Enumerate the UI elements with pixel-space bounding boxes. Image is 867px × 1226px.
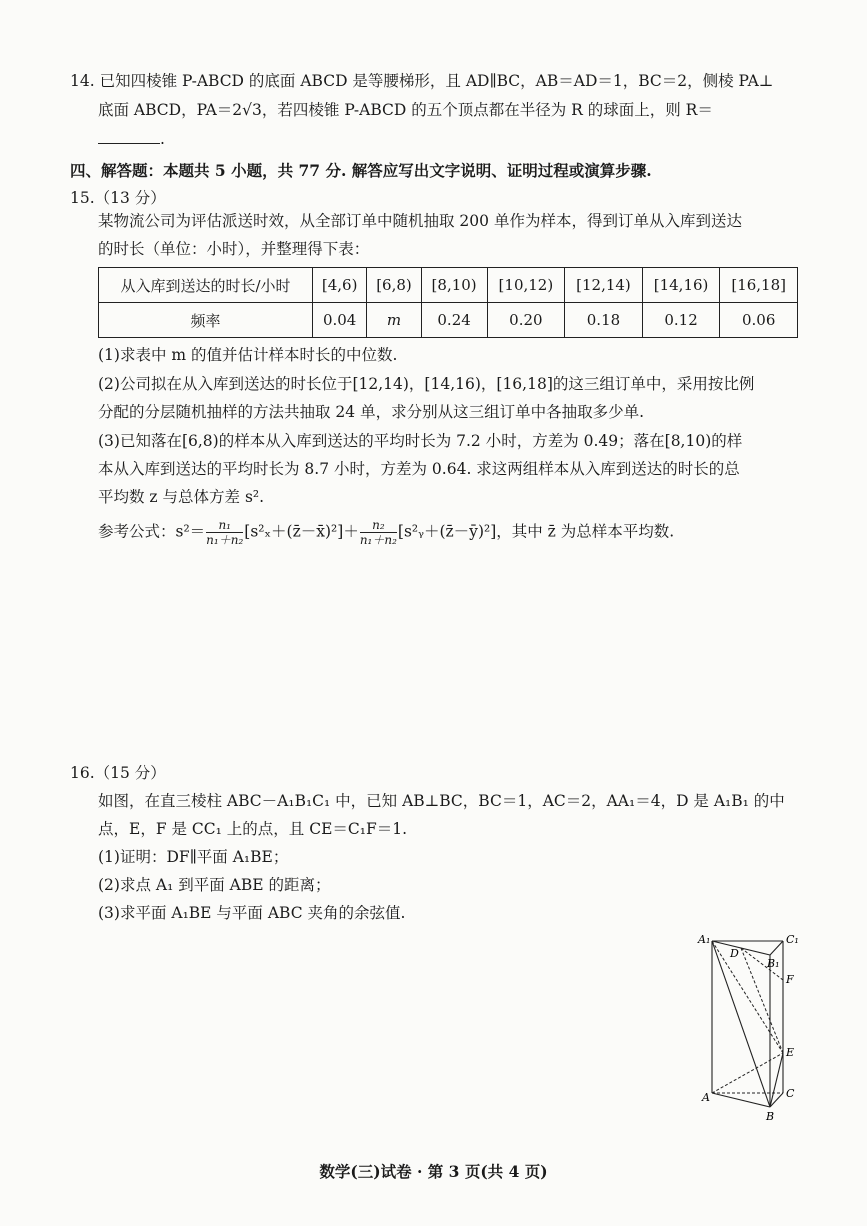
interval-cell: [8,10) (421, 268, 487, 303)
row-header-frequency: 频率 (99, 303, 313, 338)
interval-cell: [12,14) (565, 268, 643, 303)
row-header-duration: 从入库到送达的时长/小时 (99, 268, 313, 303)
interval-cell: [4,6) (313, 268, 367, 303)
q16-part1: (1)证明：DF∥平面 A₁BE； (98, 848, 289, 866)
q15-part2b: 分配的分层随机抽样的方法共抽取 24 单，求分别从这三组订单中各抽取多少单. (98, 403, 645, 421)
q14-line2: 底面 ABCD，PA＝2√3，若四棱锥 P-ABCD 的五个顶点都在半径为 R 的球面上，则 R＝ (98, 101, 713, 119)
section-title: 四、解答题：本题共 5 小题，共 77 分. 解答应写出文字说明、证明过程或演算步骤. (70, 161, 652, 180)
reference-formula: 参考公式：s²＝ $\frac{\text{n₁}}{\text{n₁＋n₂}}$ [s²ₓ＋(z̄－x̄)²]＋ $\frac{\text{n₂}}{\text{n₁＋n₂}}$ [s²ᵧ＋(z̄－ȳ)²]，其中 z̄ 为总样本平均数. (98, 518, 675, 547)
q16-line2: 点，E，F 是 CC₁ 上的点，且 CE＝C₁F＝1. (98, 820, 408, 838)
label-A1: A₁ (698, 933, 711, 946)
frequency-cell: 0.04 (313, 303, 367, 338)
interval-cell: [16,18] (720, 268, 798, 303)
q15-intro1: 某物流公司为评估派送时效，从全部订单中随机抽取 200 单作为样本，得到订单从入库到送达 (98, 212, 742, 230)
frequency-cell: 0.06 (720, 303, 798, 338)
q15-part1: (1)求表中 m 的值并估计样本时长的中位数. (98, 346, 398, 364)
q15-part3c: 平均数 z 与总体方差 s². (98, 488, 265, 506)
q16-header: 16.（15 分） (70, 764, 166, 782)
table-row (99, 268, 798, 303)
label-B: B (766, 1110, 775, 1123)
page-footer: 数学(三)试卷 · 第 3 页(共 4 页) (319, 1162, 548, 1181)
frequency-cell: 0.24 (421, 303, 487, 338)
label-C: C (786, 1087, 795, 1100)
prism-figure (690, 925, 805, 1125)
frequency-cell: 0.12 (642, 303, 720, 338)
frequency-cell: 0.20 (487, 303, 565, 338)
q14-line3: . (98, 128, 165, 150)
interval-cell: [6,8) (367, 268, 421, 303)
label-C1: C₁ (786, 933, 799, 946)
interval-cell: [14,16) (642, 268, 720, 303)
label-E: E (786, 1046, 795, 1059)
fraction-1: $\frac{\text{n₁}}{\text{n₁＋n₂}}$ (206, 518, 244, 547)
label-F: F (786, 973, 794, 986)
label-A: A (702, 1091, 710, 1104)
interval-cell: [10,12) (487, 268, 565, 303)
q14-line1: 14. 已知四棱锥 P-ABCD 的底面 ABCD 是等腰梯形，且 AD∥BC，AB＝AD＝1，BC＝2，侧棱 PA⊥ (70, 72, 774, 90)
answer-blank[interactable] (98, 129, 160, 144)
label-B1: B₁ (767, 957, 780, 970)
q15-part2a: (2)公司拟在从入库到送达的时长位于[12,14)，[14,16)，[16,18]的这三组订单中，采用按比例 (98, 375, 755, 393)
frequency-table (98, 267, 798, 338)
frequency-cell: 0.18 (565, 303, 643, 338)
q16-line1: 如图，在直三棱柱 ABC－A₁B₁C₁ 中，已知 AB⊥BC，BC＝1，AC＝2，AA₁＝4，D 是 A₁B₁ 的中 (98, 792, 785, 810)
q16-part3: (3)求平面 A₁BE 与平面 ABC 夹角的余弦值. (98, 904, 406, 922)
label-D: D (730, 947, 739, 960)
table-row (99, 303, 798, 338)
q15-header: 15.（13 分） (70, 189, 166, 207)
fraction-2: $\frac{\text{n₂}}{\text{n₁＋n₂}}$ (359, 518, 397, 547)
frequency-cell: m (367, 303, 421, 338)
q15-part3b: 本从入库到送达的平均时长为 8.7 小时，方差为 0.64. 求这两组样本从入库到送达的时长的总 (98, 460, 740, 478)
q15-part3a: (3)已知落在[6,8)的样本从入库到送达的平均时长为 7.2 小时，方差为 0.49；落在[8,10)的样 (98, 432, 743, 450)
q16-part2: (2)求点 A₁ 到平面 ABE 的距离； (98, 876, 331, 894)
q15-intro2: 的时长（单位：小时），并整理得下表： (98, 240, 370, 258)
